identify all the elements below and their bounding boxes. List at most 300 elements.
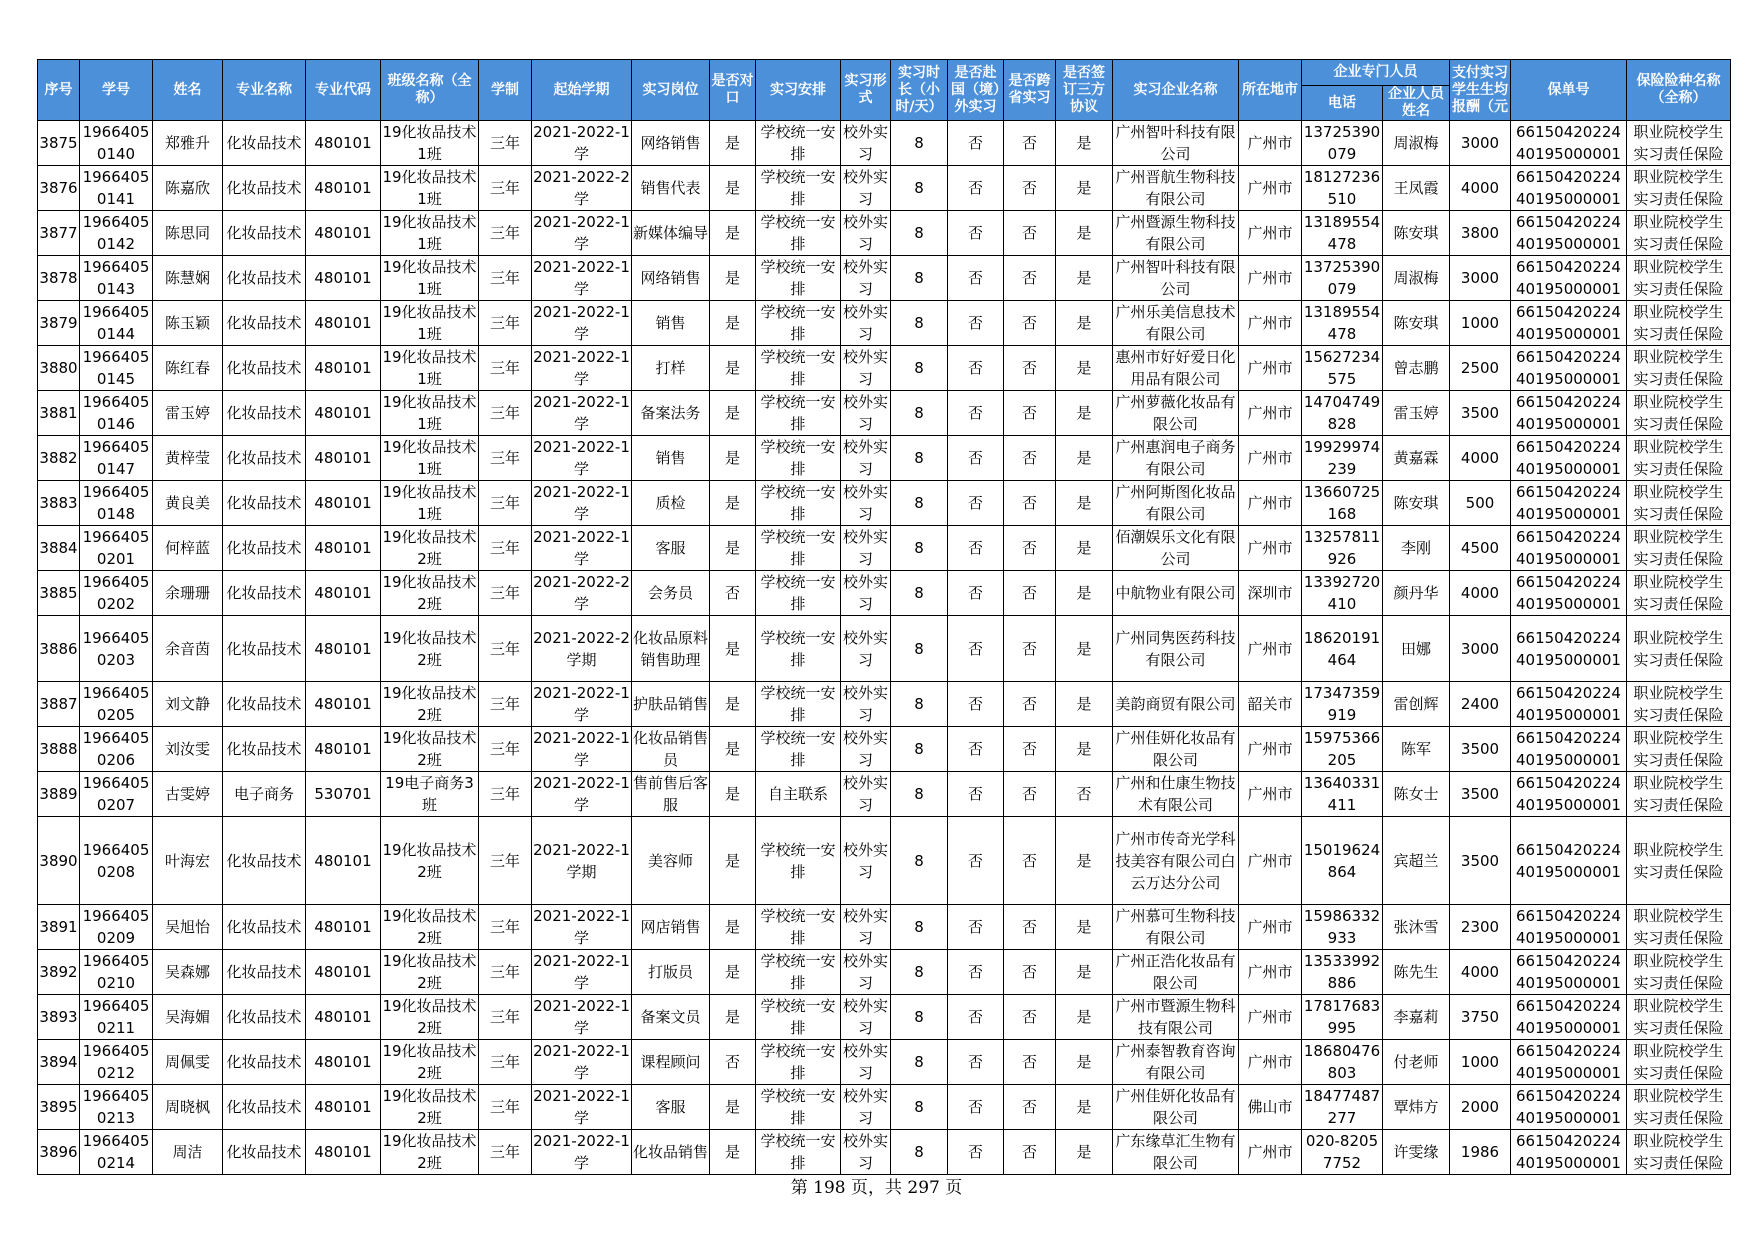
cell-text: 480101 bbox=[314, 851, 372, 870]
cell-hours bbox=[891, 727, 948, 772]
cell-text: 否 bbox=[967, 1098, 983, 1116]
cell-contact-name bbox=[1383, 727, 1450, 772]
cell-duration bbox=[479, 950, 532, 995]
cell-insurance bbox=[1627, 391, 1731, 436]
table-row bbox=[38, 121, 1731, 166]
cell-text: 校外实习 bbox=[842, 258, 888, 298]
cell-policy-no bbox=[1511, 121, 1627, 166]
cell-start-term bbox=[532, 211, 632, 256]
cell-student-id bbox=[80, 166, 153, 211]
table-row bbox=[38, 481, 1731, 526]
cell-text: 否 bbox=[1021, 179, 1037, 197]
col-header-cross-province: 是否跨省实习 bbox=[1004, 60, 1056, 121]
cell-text: 否 bbox=[1021, 359, 1037, 377]
cell-form bbox=[841, 1130, 891, 1175]
cell-student-id bbox=[80, 1085, 153, 1130]
cell-text: 是 bbox=[1076, 963, 1092, 981]
cell-name bbox=[153, 1130, 223, 1175]
cell-student-id bbox=[80, 727, 153, 772]
cell-start-term bbox=[532, 616, 632, 682]
cell-text: 否 bbox=[967, 269, 983, 287]
cell-text: 三年 bbox=[489, 1098, 520, 1116]
table-row bbox=[38, 391, 1731, 436]
cell-text: 广州市传奇光学科技美容有限公司白云万达分公司 bbox=[1115, 829, 1236, 892]
cell-text: 美韵商贸有限公司 bbox=[1115, 695, 1236, 713]
cell-text: 广东缘草汇生物有限公司 bbox=[1115, 1132, 1236, 1172]
cell-text: 否 bbox=[1021, 1053, 1037, 1071]
col-header-hours: 实习时长（小时/天） bbox=[891, 60, 948, 121]
cell-major bbox=[223, 121, 306, 166]
cell-text: 2021-2022-1学 bbox=[533, 123, 630, 163]
cell-text: 是 bbox=[1076, 740, 1092, 758]
cell-text: 6615042022440195000001 bbox=[1516, 393, 1621, 433]
cell-text: 19化妆品技术1班 bbox=[382, 123, 477, 163]
cell-text: 学校统一安排 bbox=[760, 258, 836, 298]
cell-student-id bbox=[80, 301, 153, 346]
cell-text: 480101 bbox=[314, 224, 372, 242]
cell-text: 陈军 bbox=[1400, 740, 1431, 758]
cell-text: 周洁 bbox=[172, 1143, 203, 1161]
cell-text: 三年 bbox=[489, 404, 520, 422]
cell-text: 否 bbox=[967, 179, 983, 197]
cell-phone bbox=[1302, 436, 1383, 481]
cell-form bbox=[841, 166, 891, 211]
col-header-matched: 是否对口 bbox=[710, 60, 756, 121]
cell-text: 化妆品技术 bbox=[226, 494, 302, 512]
cell-text: 陈思同 bbox=[164, 224, 210, 242]
cell-text: 是 bbox=[1076, 179, 1092, 197]
cell-city bbox=[1239, 1130, 1302, 1175]
cell-major bbox=[223, 995, 306, 1040]
cell-text: 校外实习 bbox=[842, 729, 888, 769]
cell-position bbox=[632, 526, 710, 571]
cell-text: 2021-2022-1学 bbox=[533, 1132, 630, 1172]
cell-contact-name bbox=[1383, 772, 1450, 817]
cell-phone bbox=[1302, 256, 1383, 301]
cell-text: 480101 bbox=[314, 1098, 372, 1116]
cell-hours bbox=[891, 995, 948, 1040]
cell-duration bbox=[479, 1130, 532, 1175]
table-row bbox=[38, 211, 1731, 256]
cell-text: 职业院校学生实习责任保险 bbox=[1633, 997, 1724, 1037]
cell-abroad bbox=[948, 256, 1004, 301]
cell-text: 19664050142 bbox=[82, 213, 150, 253]
cell-contact-name bbox=[1383, 481, 1450, 526]
cell-arrangement bbox=[756, 817, 841, 905]
cell-text: 否 bbox=[967, 1053, 983, 1071]
cell-text: 1000 bbox=[1460, 314, 1500, 332]
cell-city bbox=[1239, 436, 1302, 481]
cell-hours bbox=[891, 346, 948, 391]
cell-text: 职业院校学生实习责任保险 bbox=[1633, 684, 1724, 724]
cell-form bbox=[841, 905, 891, 950]
cell-text: 广州市 bbox=[1247, 851, 1293, 870]
cell-form bbox=[841, 817, 891, 905]
cell-city bbox=[1239, 1085, 1302, 1130]
cell-text: 职业院校学生实习责任保险 bbox=[1633, 483, 1724, 523]
cell-text: 19化妆品技术2班 bbox=[382, 1042, 477, 1082]
cell-major bbox=[223, 950, 306, 995]
cell-text: 刘文静 bbox=[164, 695, 210, 713]
cell-contact-name bbox=[1383, 682, 1450, 727]
cell-position bbox=[632, 211, 710, 256]
cell-text: 否 bbox=[1021, 918, 1037, 936]
cell-text: 3879 bbox=[39, 314, 78, 332]
cell-text: 2021-2022-1学 bbox=[533, 213, 630, 253]
cell-major-code bbox=[306, 301, 381, 346]
cell-text: 8 bbox=[914, 134, 924, 152]
table-row bbox=[38, 727, 1731, 772]
cell-major bbox=[223, 905, 306, 950]
cell-text: 化妆品技术 bbox=[226, 314, 302, 332]
cell-major bbox=[223, 166, 306, 211]
cell-cross-province bbox=[1004, 772, 1056, 817]
table-row bbox=[38, 1130, 1731, 1175]
cell-text: 覃炜方 bbox=[1393, 1098, 1439, 1116]
cell-start-term bbox=[532, 346, 632, 391]
cell-text: 学校统一安排 bbox=[760, 952, 836, 992]
cell-agreement bbox=[1056, 121, 1113, 166]
cell-text: 19化妆品技术2班 bbox=[382, 907, 477, 947]
cell-text: 否 bbox=[967, 963, 983, 981]
cell-text: 校外实习 bbox=[842, 952, 888, 992]
cell-text: 480101 bbox=[314, 134, 372, 152]
cell-pay bbox=[1450, 817, 1511, 905]
cell-text: 广州市 bbox=[1247, 785, 1293, 803]
cell-text: 广州市 bbox=[1247, 1008, 1293, 1026]
cell-text: 否 bbox=[967, 785, 983, 803]
cell-text: 3880 bbox=[39, 359, 78, 377]
cell-arrangement bbox=[756, 346, 841, 391]
cell-text: 3881 bbox=[39, 404, 78, 422]
cell-pay bbox=[1450, 1130, 1511, 1175]
cell-city bbox=[1239, 481, 1302, 526]
cell-agreement bbox=[1056, 481, 1113, 526]
cell-phone bbox=[1302, 995, 1383, 1040]
cell-class bbox=[381, 571, 479, 616]
cell-arrangement bbox=[756, 616, 841, 682]
cell-text: 否 bbox=[1021, 224, 1037, 242]
cell-text: 否 bbox=[967, 224, 983, 242]
cell-text: 校外实习 bbox=[842, 684, 888, 724]
cell-major-code bbox=[306, 1040, 381, 1085]
cell-form bbox=[841, 571, 891, 616]
cell-agreement bbox=[1056, 1085, 1113, 1130]
cell-text: 3889 bbox=[39, 785, 78, 803]
table-row bbox=[38, 817, 1731, 905]
cell-text: 周淑梅 bbox=[1393, 269, 1439, 287]
cell-text: 8 bbox=[914, 695, 924, 713]
cell-text: 黄嘉霖 bbox=[1393, 449, 1439, 467]
cell-text: 学校统一安排 bbox=[760, 528, 836, 568]
cell-position bbox=[632, 1040, 710, 1085]
cell-matched bbox=[710, 727, 756, 772]
col-header-major: 专业名称 bbox=[223, 60, 306, 121]
cell-text: 19化妆品技术2班 bbox=[382, 840, 477, 881]
cell-text: 叶海宏 bbox=[164, 851, 210, 870]
cell-text: 8 bbox=[914, 314, 924, 332]
cell-text: 化妆品销售员 bbox=[633, 729, 708, 769]
cell-name bbox=[153, 905, 223, 950]
cell-duration bbox=[479, 121, 532, 166]
cell-name bbox=[153, 211, 223, 256]
cell-policy-no bbox=[1511, 616, 1627, 682]
cell-text: 学校统一安排 bbox=[760, 168, 836, 208]
cell-text: 19化妆品技术2班 bbox=[382, 628, 477, 669]
cell-text: 2021-2022-1学 bbox=[533, 483, 630, 523]
cell-text: 2021-2022-1学 bbox=[533, 1087, 630, 1127]
table-body bbox=[38, 121, 1731, 1175]
cell-cross-province bbox=[1004, 1040, 1056, 1085]
cell-major bbox=[223, 481, 306, 526]
cell-text: 否 bbox=[1021, 1143, 1037, 1161]
cell-hours bbox=[891, 166, 948, 211]
cell-text: 6615042022440195000001 bbox=[1516, 258, 1621, 298]
cell-major bbox=[223, 301, 306, 346]
cell-contact-name bbox=[1383, 526, 1450, 571]
cell-text: 2021-2022-1学 bbox=[533, 438, 630, 478]
cell-text: 陈安琪 bbox=[1393, 494, 1439, 512]
cell-seq bbox=[38, 166, 80, 211]
cell-position bbox=[632, 905, 710, 950]
cell-text: 学校统一安排 bbox=[760, 729, 836, 769]
cell-class bbox=[381, 526, 479, 571]
cell-seq bbox=[38, 436, 80, 481]
cell-text: 备案文员 bbox=[640, 1008, 701, 1026]
cell-text: 刘汝雯 bbox=[164, 740, 210, 758]
cell-text: 广州乐美信息技术有限公司 bbox=[1115, 303, 1236, 343]
cell-text: 否 bbox=[967, 639, 983, 658]
cell-text: 6615042022440195000001 bbox=[1516, 997, 1621, 1037]
cell-text: 否 bbox=[967, 695, 983, 713]
cell-text: 是 bbox=[1076, 494, 1092, 512]
cell-text: 职业院校学生实习责任保险 bbox=[1633, 303, 1724, 343]
table-row bbox=[38, 950, 1731, 995]
cell-form bbox=[841, 1085, 891, 1130]
cell-text: 否 bbox=[1021, 639, 1037, 658]
cell-text: 是 bbox=[724, 963, 740, 981]
cell-policy-no bbox=[1511, 256, 1627, 301]
cell-position bbox=[632, 301, 710, 346]
cell-text: 6615042022440195000001 bbox=[1516, 840, 1621, 881]
cell-text: 8 bbox=[914, 494, 924, 512]
cell-text: 8 bbox=[914, 785, 924, 803]
cell-hours bbox=[891, 817, 948, 905]
cell-student-id bbox=[80, 211, 153, 256]
cell-text: 3500 bbox=[1460, 785, 1500, 803]
cell-text: 6615042022440195000001 bbox=[1516, 213, 1621, 253]
cell-text: 19664050212 bbox=[82, 1042, 150, 1082]
col-header-city: 所在地市 bbox=[1239, 60, 1302, 121]
cell-position bbox=[632, 817, 710, 905]
cell-company bbox=[1113, 346, 1239, 391]
cell-name bbox=[153, 727, 223, 772]
cell-position bbox=[632, 950, 710, 995]
cell-insurance bbox=[1627, 256, 1731, 301]
cell-pay bbox=[1450, 571, 1511, 616]
cell-cross-province bbox=[1004, 1085, 1056, 1130]
cell-agreement bbox=[1056, 616, 1113, 682]
cell-name bbox=[153, 772, 223, 817]
cell-duration bbox=[479, 211, 532, 256]
cell-text: 余音茵 bbox=[164, 639, 210, 658]
cell-text: 否 bbox=[967, 851, 983, 870]
cell-form bbox=[841, 526, 891, 571]
cell-insurance bbox=[1627, 727, 1731, 772]
cell-city bbox=[1239, 727, 1302, 772]
cell-class bbox=[381, 391, 479, 436]
cell-text: 否 bbox=[967, 1008, 983, 1026]
cell-abroad bbox=[948, 571, 1004, 616]
table-row bbox=[38, 772, 1731, 817]
cell-major-code bbox=[306, 166, 381, 211]
cell-text: 3878 bbox=[39, 269, 78, 287]
cell-text: 否 bbox=[967, 539, 983, 557]
cell-student-id bbox=[80, 346, 153, 391]
cell-text: 8 bbox=[914, 851, 924, 870]
cell-position bbox=[632, 1085, 710, 1130]
cell-text: 8 bbox=[914, 1053, 924, 1071]
cell-text: 2021-2022-1学期 bbox=[533, 840, 630, 881]
cell-text: 否 bbox=[1021, 1008, 1037, 1026]
cell-start-term bbox=[532, 391, 632, 436]
cell-start-term bbox=[532, 436, 632, 481]
cell-text: 是 bbox=[724, 449, 740, 467]
cell-city bbox=[1239, 211, 1302, 256]
table-row bbox=[38, 905, 1731, 950]
cell-text: 3894 bbox=[39, 1053, 78, 1071]
cell-contact-name bbox=[1383, 346, 1450, 391]
cell-text: 是 bbox=[724, 1098, 740, 1116]
cell-text: 6615042022440195000001 bbox=[1516, 123, 1621, 163]
cell-text: 广州市 bbox=[1247, 359, 1293, 377]
cell-matched bbox=[710, 682, 756, 727]
cell-text: 8 bbox=[914, 1008, 924, 1026]
cell-pay bbox=[1450, 301, 1511, 346]
cell-text: 6615042022440195000001 bbox=[1516, 1132, 1621, 1172]
cell-name bbox=[153, 301, 223, 346]
cell-phone bbox=[1302, 571, 1383, 616]
cell-text: 19化妆品技术2班 bbox=[382, 684, 477, 724]
cell-phone bbox=[1302, 772, 1383, 817]
cell-position bbox=[632, 481, 710, 526]
cell-text: 职业院校学生实习责任保险 bbox=[1633, 438, 1724, 478]
cell-text: 8 bbox=[914, 359, 924, 377]
cell-text: 19化妆品技术2班 bbox=[382, 528, 477, 568]
cell-text: 否 bbox=[967, 404, 983, 422]
cell-form bbox=[841, 682, 891, 727]
cell-text: 否 bbox=[967, 134, 983, 152]
cell-matched bbox=[710, 772, 756, 817]
cell-phone bbox=[1302, 1040, 1383, 1085]
cell-major-code bbox=[306, 211, 381, 256]
cell-contact-name bbox=[1383, 256, 1450, 301]
cell-text: 李刚 bbox=[1400, 539, 1431, 557]
cell-text: 19664050143 bbox=[82, 258, 150, 298]
cell-company bbox=[1113, 571, 1239, 616]
cell-pay bbox=[1450, 772, 1511, 817]
cell-text: 三年 bbox=[489, 449, 520, 467]
cell-contact-name bbox=[1383, 391, 1450, 436]
cell-cross-province bbox=[1004, 1130, 1056, 1175]
cell-text: 化妆品技术 bbox=[226, 179, 302, 197]
cell-text: 否 bbox=[1021, 963, 1037, 981]
cell-text: 是 bbox=[1076, 695, 1092, 713]
cell-text: 职业院校学生实习责任保险 bbox=[1633, 123, 1724, 163]
cell-seq bbox=[38, 727, 80, 772]
cell-text: 480101 bbox=[314, 494, 372, 512]
cell-duration bbox=[479, 391, 532, 436]
cell-text: 4500 bbox=[1460, 539, 1500, 557]
cell-text: 2021-2022-2学 bbox=[533, 573, 630, 613]
cell-text: 19664050146 bbox=[82, 393, 150, 433]
cell-text: 3000 bbox=[1460, 134, 1500, 152]
cell-arrangement bbox=[756, 772, 841, 817]
cell-pay bbox=[1450, 950, 1511, 995]
cell-name bbox=[153, 571, 223, 616]
cell-text: 480101 bbox=[314, 449, 372, 467]
cell-agreement bbox=[1056, 166, 1113, 211]
cell-text: 化妆品技术 bbox=[226, 1143, 302, 1161]
cell-company bbox=[1113, 121, 1239, 166]
cell-text: 职业院校学生实习责任保险 bbox=[1633, 1087, 1724, 1127]
cell-text: 化妆品技术 bbox=[226, 404, 302, 422]
cell-arrangement bbox=[756, 571, 841, 616]
col-header-name: 姓名 bbox=[153, 60, 223, 121]
cell-text: 19化妆品技术1班 bbox=[382, 168, 477, 208]
cell-class bbox=[381, 346, 479, 391]
cell-text: 广州市 bbox=[1247, 639, 1293, 658]
cell-text: 2021-2022-2学 bbox=[533, 168, 630, 208]
cell-company bbox=[1113, 526, 1239, 571]
table-row bbox=[38, 682, 1731, 727]
cell-agreement bbox=[1056, 391, 1113, 436]
cell-text: 广州市 bbox=[1247, 963, 1293, 981]
cell-position bbox=[632, 682, 710, 727]
cell-seq bbox=[38, 1130, 80, 1175]
cell-agreement bbox=[1056, 436, 1113, 481]
col-header-phone: 电话 bbox=[1302, 86, 1383, 121]
cell-text: 职业院校学生实习责任保险 bbox=[1633, 348, 1724, 388]
col-header-company: 实习企业名称 bbox=[1113, 60, 1239, 121]
cell-text: 三年 bbox=[489, 1053, 520, 1071]
cell-text: 何梓蓝 bbox=[164, 539, 210, 557]
cell-text: 3500 bbox=[1460, 404, 1500, 422]
cell-major bbox=[223, 391, 306, 436]
cell-text: 13725390079 bbox=[1303, 258, 1381, 298]
cell-major-code bbox=[306, 481, 381, 526]
cell-text: 2021-2022-1学 bbox=[533, 774, 630, 814]
cell-company bbox=[1113, 436, 1239, 481]
cell-text: 广州泰智教育咨询有限公司 bbox=[1115, 1042, 1236, 1082]
cell-cross-province bbox=[1004, 727, 1056, 772]
cell-pay bbox=[1450, 727, 1511, 772]
cell-cross-province bbox=[1004, 301, 1056, 346]
cell-text: 2021-2022-1学 bbox=[533, 348, 630, 388]
cell-arrangement bbox=[756, 121, 841, 166]
cell-insurance bbox=[1627, 772, 1731, 817]
cell-text: 2021-2022-2学期 bbox=[533, 628, 630, 669]
cell-text: 田娜 bbox=[1400, 639, 1431, 658]
cell-text: 19664050209 bbox=[82, 907, 150, 947]
cell-text: 否 bbox=[1021, 134, 1037, 152]
cell-duration bbox=[479, 526, 532, 571]
cell-text: 雷玉婷 bbox=[1393, 404, 1439, 422]
cell-position bbox=[632, 571, 710, 616]
cell-class bbox=[381, 301, 479, 346]
cell-policy-no bbox=[1511, 436, 1627, 481]
cell-phone bbox=[1302, 166, 1383, 211]
